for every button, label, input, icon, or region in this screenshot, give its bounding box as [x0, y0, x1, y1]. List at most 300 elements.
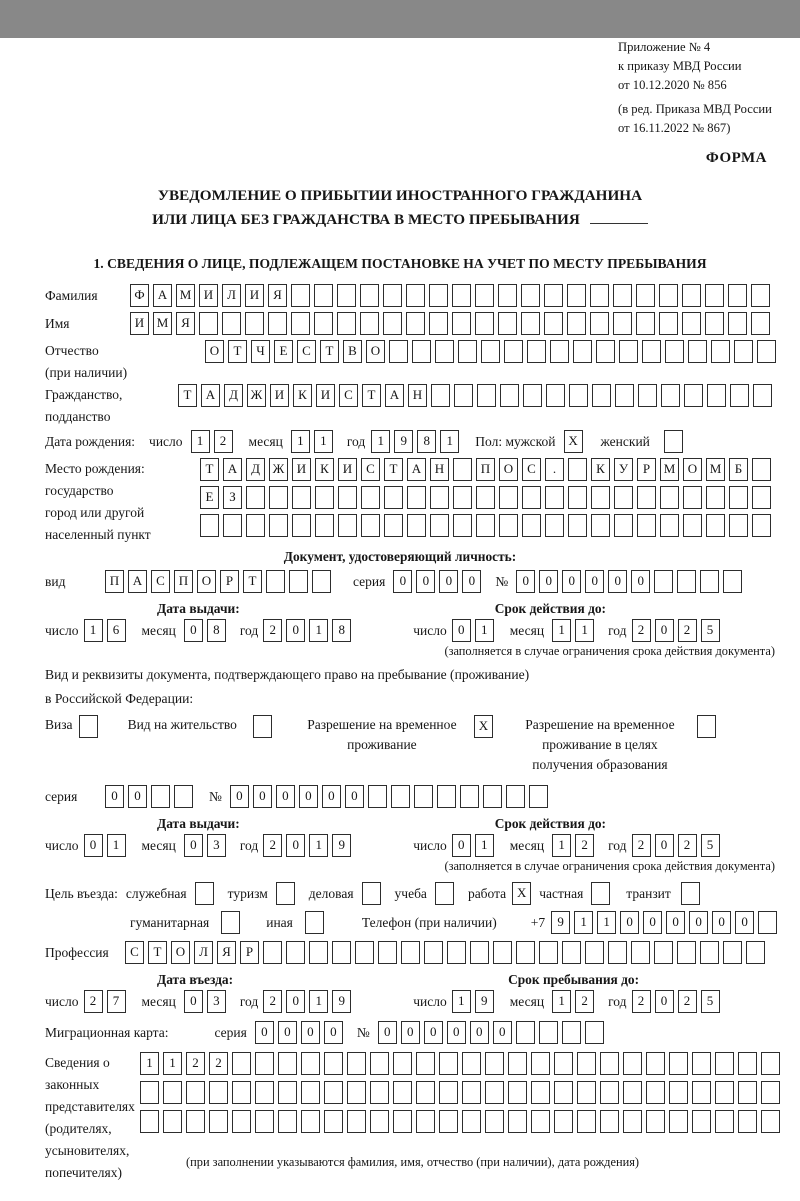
char-cell[interactable]: Р	[240, 941, 259, 964]
char-cell[interactable]: А	[201, 384, 220, 407]
char-cell[interactable]	[477, 384, 496, 407]
char-cell[interactable]	[407, 486, 426, 509]
char-cell[interactable]: Т	[148, 941, 167, 964]
char-cell[interactable]: М	[176, 284, 195, 307]
char-cell[interactable]	[347, 1081, 366, 1104]
char-cell[interactable]	[591, 514, 610, 537]
char-cell[interactable]	[692, 1081, 711, 1104]
char-cell[interactable]	[439, 1081, 458, 1104]
char-cell[interactable]	[636, 284, 655, 307]
char-cell[interactable]	[368, 785, 387, 808]
char-cell[interactable]: 0	[470, 1021, 489, 1044]
char-cell[interactable]	[447, 941, 466, 964]
char-cell[interactable]	[531, 1110, 550, 1133]
char-cell[interactable]	[406, 284, 425, 307]
char-cell[interactable]	[361, 514, 380, 537]
char-cell[interactable]: 0	[439, 570, 458, 593]
char-cell[interactable]: 1	[597, 911, 616, 934]
char-cell[interactable]: 8	[417, 430, 436, 453]
char-cell[interactable]	[452, 284, 471, 307]
char-cell[interactable]: М	[706, 458, 725, 481]
char-cell[interactable]: X	[564, 430, 583, 453]
char-cell[interactable]: 0	[184, 990, 203, 1013]
char-cell[interactable]	[752, 514, 771, 537]
char-cell[interactable]	[315, 486, 334, 509]
char-cell[interactable]: 9	[475, 990, 494, 1013]
char-cell[interactable]: 0	[286, 990, 305, 1013]
char-cell[interactable]: Ж	[269, 458, 288, 481]
char-cell[interactable]: 0	[378, 1021, 397, 1044]
char-cell[interactable]: 2	[214, 430, 233, 453]
char-cell[interactable]	[508, 1081, 527, 1104]
char-cell[interactable]: 0	[345, 785, 364, 808]
char-cell[interactable]	[232, 1110, 251, 1133]
char-cell[interactable]	[174, 785, 193, 808]
char-cell[interactable]: 0	[689, 911, 708, 934]
char-cell[interactable]	[642, 340, 661, 363]
char-cell[interactable]: 2	[575, 834, 594, 857]
char-cell[interactable]	[508, 1052, 527, 1075]
char-cell[interactable]	[761, 1081, 780, 1104]
char-cell[interactable]	[435, 340, 454, 363]
char-cell[interactable]	[613, 312, 632, 335]
char-cell[interactable]	[439, 1052, 458, 1075]
char-cell[interactable]: Б	[729, 458, 748, 481]
char-cell[interactable]	[692, 1110, 711, 1133]
char-cell[interactable]	[314, 284, 333, 307]
char-cell[interactable]	[209, 1110, 228, 1133]
char-cell[interactable]	[638, 384, 657, 407]
char-cell[interactable]	[506, 785, 525, 808]
char-cell[interactable]: М	[660, 458, 679, 481]
char-cell[interactable]	[705, 284, 724, 307]
char-cell[interactable]	[232, 1052, 251, 1075]
char-cell[interactable]	[186, 1110, 205, 1133]
char-cell[interactable]	[654, 570, 673, 593]
char-cell[interactable]	[600, 1052, 619, 1075]
char-cell[interactable]	[715, 1110, 734, 1133]
char-cell[interactable]	[462, 1081, 481, 1104]
char-cell[interactable]	[458, 340, 477, 363]
char-cell[interactable]: 0	[631, 570, 650, 593]
char-cell[interactable]: 1	[574, 911, 593, 934]
char-cell[interactable]: И	[270, 384, 289, 407]
char-cell[interactable]	[545, 514, 564, 537]
char-cell[interactable]: 0	[562, 570, 581, 593]
char-cell[interactable]	[669, 1110, 688, 1133]
char-cell[interactable]	[324, 1110, 343, 1133]
char-cell[interactable]	[312, 570, 331, 593]
char-cell[interactable]	[521, 312, 540, 335]
char-cell[interactable]	[567, 312, 586, 335]
char-cell[interactable]: 0	[655, 619, 674, 642]
char-cell[interactable]	[544, 312, 563, 335]
char-cell[interactable]	[637, 514, 656, 537]
char-cell[interactable]	[545, 486, 564, 509]
char-cell[interactable]: 0	[643, 911, 662, 934]
char-cell[interactable]	[470, 941, 489, 964]
char-cell[interactable]	[430, 514, 449, 537]
char-cell[interactable]: 0	[276, 785, 295, 808]
char-cell[interactable]	[706, 486, 725, 509]
char-cell[interactable]: Я	[176, 312, 195, 335]
char-cell[interactable]: 0	[585, 570, 604, 593]
char-cell[interactable]	[305, 911, 324, 934]
char-cell[interactable]	[683, 514, 702, 537]
char-cell[interactable]	[301, 1081, 320, 1104]
char-cell[interactable]	[592, 384, 611, 407]
char-cell[interactable]	[723, 570, 742, 593]
char-cell[interactable]	[682, 312, 701, 335]
char-cell[interactable]	[730, 384, 749, 407]
char-cell[interactable]: 2	[186, 1052, 205, 1075]
char-cell[interactable]	[562, 941, 581, 964]
char-cell[interactable]	[493, 941, 512, 964]
char-cell[interactable]	[646, 1081, 665, 1104]
char-cell[interactable]: 0	[286, 834, 305, 857]
char-cell[interactable]	[728, 284, 747, 307]
char-cell[interactable]	[539, 1021, 558, 1044]
char-cell[interactable]	[278, 1081, 297, 1104]
char-cell[interactable]	[291, 312, 310, 335]
char-cell[interactable]	[577, 1081, 596, 1104]
char-cell[interactable]	[677, 941, 696, 964]
char-cell[interactable]: О	[499, 458, 518, 481]
char-cell[interactable]	[416, 1052, 435, 1075]
char-cell[interactable]	[245, 312, 264, 335]
char-cell[interactable]	[263, 941, 282, 964]
char-cell[interactable]: 2	[678, 834, 697, 857]
char-cell[interactable]	[462, 1052, 481, 1075]
char-cell[interactable]: 0	[416, 570, 435, 593]
char-cell[interactable]: 0	[735, 911, 754, 934]
char-cell[interactable]: 7	[107, 990, 126, 1013]
char-cell[interactable]	[746, 941, 765, 964]
char-cell[interactable]: 1	[291, 430, 310, 453]
char-cell[interactable]	[619, 340, 638, 363]
char-cell[interactable]: Т	[362, 384, 381, 407]
char-cell[interactable]	[286, 941, 305, 964]
char-cell[interactable]: Т	[178, 384, 197, 407]
char-cell[interactable]	[683, 486, 702, 509]
char-cell[interactable]: 2	[263, 619, 282, 642]
char-cell[interactable]	[140, 1081, 159, 1104]
char-cell[interactable]: Т	[200, 458, 219, 481]
char-cell[interactable]: К	[591, 458, 610, 481]
char-cell[interactable]	[151, 785, 170, 808]
char-cell[interactable]: 0	[255, 1021, 274, 1044]
char-cell[interactable]	[729, 514, 748, 537]
char-cell[interactable]	[414, 785, 433, 808]
char-cell[interactable]	[738, 1110, 757, 1133]
char-cell[interactable]	[591, 486, 610, 509]
char-cell[interactable]	[529, 785, 548, 808]
char-cell[interactable]	[600, 1110, 619, 1133]
char-cell[interactable]: К	[293, 384, 312, 407]
char-cell[interactable]	[573, 340, 592, 363]
char-cell[interactable]	[301, 1052, 320, 1075]
char-cell[interactable]: 1	[371, 430, 390, 453]
char-cell[interactable]	[614, 486, 633, 509]
char-cell[interactable]: 0	[452, 619, 471, 642]
char-cell[interactable]	[600, 1081, 619, 1104]
char-cell[interactable]: 1	[452, 990, 471, 1013]
char-cell[interactable]: 2	[678, 619, 697, 642]
char-cell[interactable]: 0	[299, 785, 318, 808]
char-cell[interactable]: Я	[268, 284, 287, 307]
char-cell[interactable]: С	[522, 458, 541, 481]
char-cell[interactable]	[669, 1052, 688, 1075]
char-cell[interactable]: 0	[620, 911, 639, 934]
char-cell[interactable]: 1	[475, 619, 494, 642]
char-cell[interactable]	[591, 882, 610, 905]
char-cell[interactable]	[430, 486, 449, 509]
char-cell[interactable]	[255, 1110, 274, 1133]
char-cell[interactable]	[424, 941, 443, 964]
char-cell[interactable]: 5	[701, 990, 720, 1013]
char-cell[interactable]	[568, 514, 587, 537]
char-cell[interactable]	[278, 1110, 297, 1133]
char-cell[interactable]	[677, 570, 696, 593]
char-cell[interactable]: 0	[278, 1021, 297, 1044]
char-cell[interactable]: 2	[263, 990, 282, 1013]
char-cell[interactable]: 0	[655, 834, 674, 857]
char-cell[interactable]	[391, 785, 410, 808]
char-cell[interactable]	[646, 1110, 665, 1133]
char-cell[interactable]: З	[223, 486, 242, 509]
char-cell[interactable]	[522, 514, 541, 537]
char-cell[interactable]	[435, 882, 454, 905]
char-cell[interactable]	[407, 514, 426, 537]
char-cell[interactable]: 0	[424, 1021, 443, 1044]
char-cell[interactable]: Н	[408, 384, 427, 407]
char-cell[interactable]: Т	[384, 458, 403, 481]
char-cell[interactable]: 0	[286, 619, 305, 642]
char-cell[interactable]: 2	[632, 834, 651, 857]
char-cell[interactable]	[401, 941, 420, 964]
char-cell[interactable]	[199, 312, 218, 335]
char-cell[interactable]: 6	[107, 619, 126, 642]
char-cell[interactable]: 0	[401, 1021, 420, 1044]
char-cell[interactable]: 0	[608, 570, 627, 593]
char-cell[interactable]	[688, 340, 707, 363]
char-cell[interactable]: 1	[163, 1052, 182, 1075]
char-cell[interactable]	[246, 514, 265, 537]
char-cell[interactable]	[684, 384, 703, 407]
char-cell[interactable]	[384, 486, 403, 509]
char-cell[interactable]: 1	[309, 619, 328, 642]
char-cell[interactable]: С	[297, 340, 316, 363]
char-cell[interactable]: И	[316, 384, 335, 407]
char-cell[interactable]: .	[545, 458, 564, 481]
char-cell[interactable]	[757, 340, 776, 363]
char-cell[interactable]: 0	[452, 834, 471, 857]
char-cell[interactable]	[337, 284, 356, 307]
char-cell[interactable]: 9	[332, 990, 351, 1013]
char-cell[interactable]: О	[197, 570, 216, 593]
char-cell[interactable]: 1	[84, 619, 103, 642]
char-cell[interactable]	[360, 284, 379, 307]
char-cell[interactable]	[452, 312, 471, 335]
char-cell[interactable]	[255, 1081, 274, 1104]
char-cell[interactable]	[499, 514, 518, 537]
char-cell[interactable]	[700, 570, 719, 593]
char-cell[interactable]	[554, 1052, 573, 1075]
char-cell[interactable]	[623, 1110, 642, 1133]
char-cell[interactable]	[347, 1110, 366, 1133]
char-cell[interactable]: А	[407, 458, 426, 481]
char-cell[interactable]	[223, 514, 242, 537]
char-cell[interactable]	[337, 312, 356, 335]
char-cell[interactable]	[715, 1081, 734, 1104]
char-cell[interactable]: С	[125, 941, 144, 964]
char-cell[interactable]	[269, 486, 288, 509]
char-cell[interactable]	[554, 1081, 573, 1104]
char-cell[interactable]: 0	[712, 911, 731, 934]
char-cell[interactable]	[416, 1081, 435, 1104]
char-cell[interactable]	[186, 1081, 205, 1104]
char-cell[interactable]	[508, 1110, 527, 1133]
char-cell[interactable]: 5	[701, 834, 720, 857]
char-cell[interactable]	[276, 882, 295, 905]
char-cell[interactable]: Н	[430, 458, 449, 481]
char-cell[interactable]: О	[683, 458, 702, 481]
char-cell[interactable]: О	[366, 340, 385, 363]
char-cell[interactable]	[79, 715, 98, 738]
char-cell[interactable]	[195, 882, 214, 905]
char-cell[interactable]	[761, 1052, 780, 1075]
char-cell[interactable]	[631, 941, 650, 964]
char-cell[interactable]	[623, 1052, 642, 1075]
char-cell[interactable]: И	[292, 458, 311, 481]
char-cell[interactable]	[485, 1081, 504, 1104]
char-cell[interactable]	[660, 514, 679, 537]
char-cell[interactable]: 1	[191, 430, 210, 453]
char-cell[interactable]: 0	[128, 785, 147, 808]
char-cell[interactable]: 3	[207, 834, 226, 857]
char-cell[interactable]: 1	[107, 834, 126, 857]
char-cell[interactable]: 0	[393, 570, 412, 593]
char-cell[interactable]	[527, 340, 546, 363]
char-cell[interactable]	[453, 486, 472, 509]
char-cell[interactable]	[660, 486, 679, 509]
char-cell[interactable]	[661, 384, 680, 407]
char-cell[interactable]: О	[205, 340, 224, 363]
char-cell[interactable]: К	[315, 458, 334, 481]
char-cell[interactable]	[416, 1110, 435, 1133]
char-cell[interactable]: П	[476, 458, 495, 481]
char-cell[interactable]: X	[512, 882, 531, 905]
char-cell[interactable]	[324, 1081, 343, 1104]
char-cell[interactable]: П	[174, 570, 193, 593]
char-cell[interactable]: Ф	[130, 284, 149, 307]
char-cell[interactable]: П	[105, 570, 124, 593]
char-cell[interactable]	[278, 1052, 297, 1075]
char-cell[interactable]: А	[153, 284, 172, 307]
char-cell[interactable]: Л	[222, 284, 241, 307]
char-cell[interactable]: 1	[552, 619, 571, 642]
char-cell[interactable]: И	[338, 458, 357, 481]
char-cell[interactable]	[522, 486, 541, 509]
char-cell[interactable]	[454, 384, 473, 407]
char-cell[interactable]	[301, 1110, 320, 1133]
char-cell[interactable]: Я	[217, 941, 236, 964]
char-cell[interactable]: 0	[105, 785, 124, 808]
char-cell[interactable]	[291, 284, 310, 307]
char-cell[interactable]: 1	[309, 990, 328, 1013]
char-cell[interactable]	[393, 1081, 412, 1104]
char-cell[interactable]	[723, 941, 742, 964]
char-cell[interactable]	[752, 458, 771, 481]
char-cell[interactable]: 0	[301, 1021, 320, 1044]
char-cell[interactable]	[567, 284, 586, 307]
char-cell[interactable]	[338, 486, 357, 509]
char-cell[interactable]	[659, 312, 678, 335]
char-cell[interactable]	[659, 284, 678, 307]
char-cell[interactable]	[485, 1110, 504, 1133]
char-cell[interactable]: 0	[666, 911, 685, 934]
char-cell[interactable]: 9	[551, 911, 570, 934]
char-cell[interactable]	[636, 312, 655, 335]
char-cell[interactable]	[596, 340, 615, 363]
char-cell[interactable]	[481, 340, 500, 363]
char-cell[interactable]	[531, 1052, 550, 1075]
char-cell[interactable]: 0	[322, 785, 341, 808]
char-cell[interactable]	[384, 514, 403, 537]
char-cell[interactable]	[623, 1081, 642, 1104]
char-cell[interactable]	[521, 284, 540, 307]
char-cell[interactable]: 0	[493, 1021, 512, 1044]
char-cell[interactable]	[692, 1052, 711, 1075]
char-cell[interactable]: 0	[84, 834, 103, 857]
char-cell[interactable]	[664, 430, 683, 453]
char-cell[interactable]: 1	[475, 834, 494, 857]
char-cell[interactable]	[585, 941, 604, 964]
char-cell[interactable]	[222, 312, 241, 335]
char-cell[interactable]: С	[339, 384, 358, 407]
char-cell[interactable]	[209, 1081, 228, 1104]
char-cell[interactable]	[338, 514, 357, 537]
char-cell[interactable]: А	[385, 384, 404, 407]
char-cell[interactable]	[361, 486, 380, 509]
char-cell[interactable]: 5	[701, 619, 720, 642]
char-cell[interactable]: 2	[632, 990, 651, 1013]
char-cell[interactable]	[268, 312, 287, 335]
char-cell[interactable]	[554, 1110, 573, 1133]
char-cell[interactable]	[711, 340, 730, 363]
char-cell[interactable]	[758, 911, 777, 934]
char-cell[interactable]: 2	[209, 1052, 228, 1075]
char-cell[interactable]: 2	[632, 619, 651, 642]
char-cell[interactable]	[412, 340, 431, 363]
char-cell[interactable]	[360, 312, 379, 335]
char-cell[interactable]: 0	[184, 834, 203, 857]
char-cell[interactable]	[429, 312, 448, 335]
char-cell[interactable]	[665, 340, 684, 363]
char-cell[interactable]	[516, 941, 535, 964]
char-cell[interactable]	[753, 384, 772, 407]
char-cell[interactable]	[531, 1081, 550, 1104]
char-cell[interactable]	[383, 312, 402, 335]
char-cell[interactable]: 9	[332, 834, 351, 857]
char-cell[interactable]	[163, 1081, 182, 1104]
char-cell[interactable]: 1	[552, 990, 571, 1013]
char-cell[interactable]: 0	[230, 785, 249, 808]
char-cell[interactable]	[637, 486, 656, 509]
char-cell[interactable]: Р	[637, 458, 656, 481]
char-cell[interactable]: 9	[394, 430, 413, 453]
char-cell[interactable]	[577, 1052, 596, 1075]
